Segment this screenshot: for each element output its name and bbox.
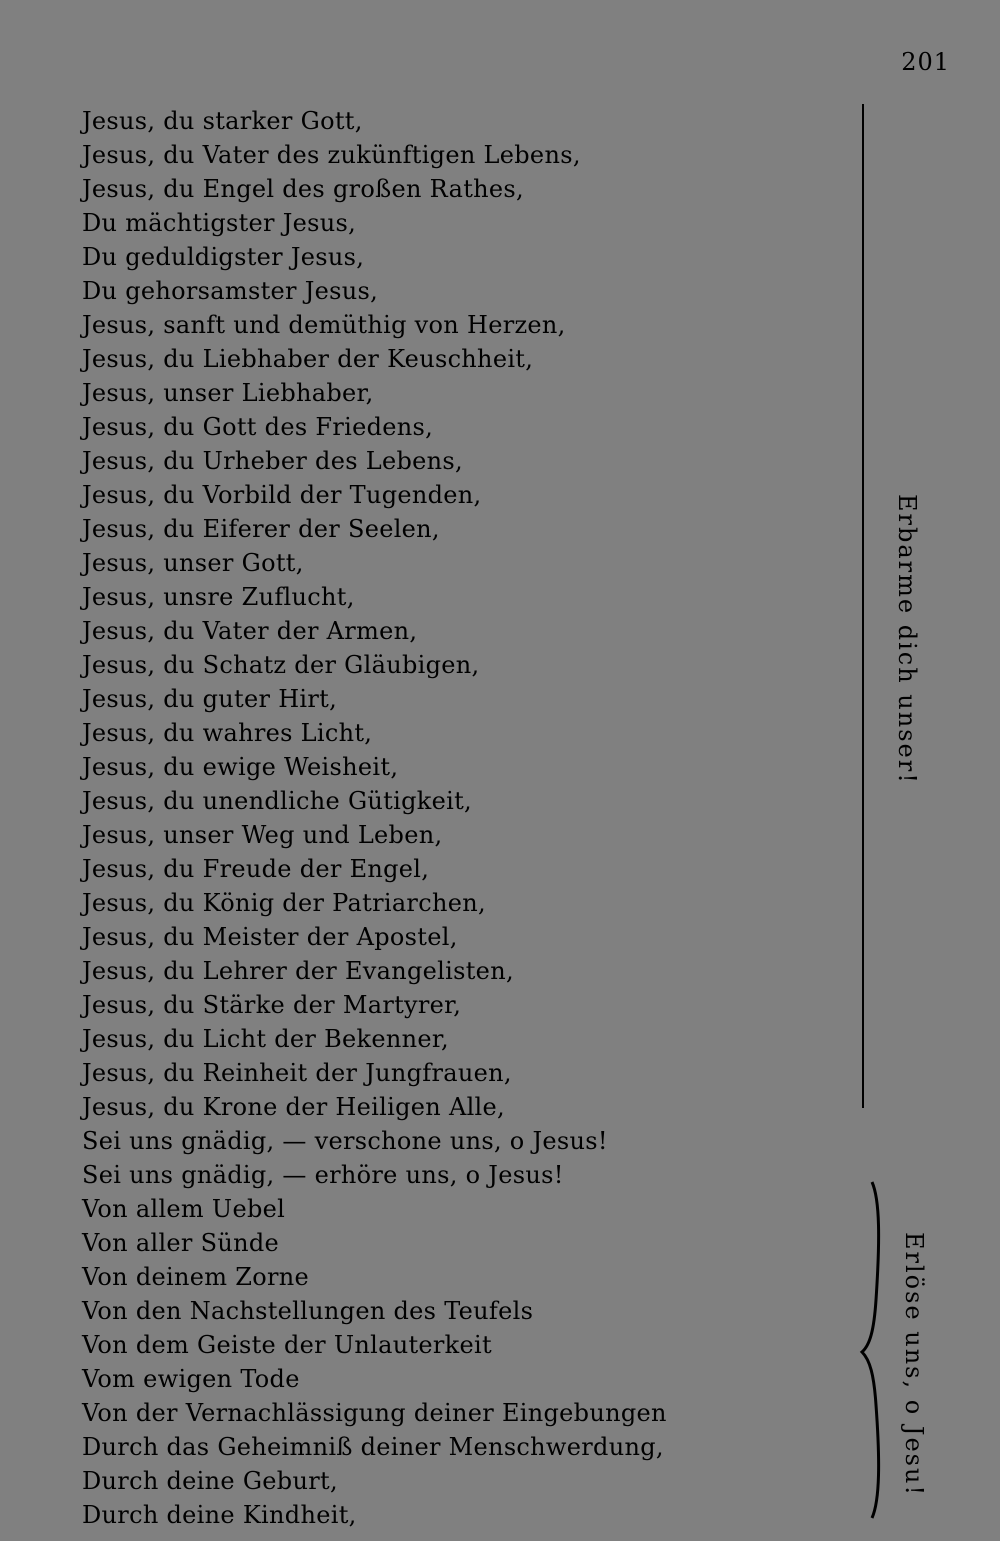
text-line: Du mächtigster Jesus, xyxy=(82,209,357,237)
text-line: Jesus, du Schatz der Gläubigen, xyxy=(82,651,480,679)
text-line: Jesus, du Meister der Apostel, xyxy=(82,923,458,951)
text-line: Jesus, du Engel des großen Rathes, xyxy=(82,175,524,203)
bracket-line xyxy=(862,104,864,1108)
text-line: Jesus, unser Weg und Leben, xyxy=(82,821,443,849)
text-line: Von aller Sünde xyxy=(82,1229,280,1257)
text-line: Jesus, du Stärke der Martyrer, xyxy=(82,991,462,1019)
text-line: Du gehorsamster Jesus, xyxy=(82,277,379,305)
text-line: Jesus, du König der Patriarchen, xyxy=(82,889,486,917)
text-line: Du geduldigster Jesus, xyxy=(82,243,365,271)
text-line: Jesus, du unendliche Gütigkeit, xyxy=(82,787,472,815)
text-line: Sei uns gnädig, — erhöre uns, o Jesus! xyxy=(82,1161,564,1189)
text-line: Von den Nachstellungen des Teufels xyxy=(82,1297,534,1325)
text-line: Jesus, unsre Zuflucht, xyxy=(82,583,355,611)
text-line: Jesus, du guter Hirt, xyxy=(82,685,338,713)
text-line: Jesus, du Liebhaber der Keuschheit, xyxy=(82,345,534,373)
text-line: Jesus, du Lehrer der Evangelisten, xyxy=(82,957,514,985)
text-line: Von deinem Zorne xyxy=(82,1263,310,1291)
text-line: Jesus, du Licht der Bekenner, xyxy=(82,1025,449,1053)
text-line: Jesus, du wahres Licht, xyxy=(82,719,373,747)
text-line: Jesus, du Urheber des Lebens, xyxy=(82,447,463,475)
page-number: 201 xyxy=(901,48,950,76)
text-line: Von dem Geiste der Unlauterkeit xyxy=(82,1331,492,1359)
text-line: Vom ewigen Tode xyxy=(82,1365,300,1393)
text-line: Durch deine Geburt, xyxy=(82,1467,338,1495)
text-line: Jesus, du Vorbild der Tugenden, xyxy=(82,481,482,509)
text-line: Sei uns gnädig, — verschone uns, o Jesus! xyxy=(82,1127,608,1155)
text-line: Jesus, du ewige Weisheit, xyxy=(82,753,399,781)
text-line: Durch deine Kindheit, xyxy=(82,1501,357,1529)
text-line: Durch das Geheimniß deiner Menschwerdung, xyxy=(82,1433,664,1461)
litany-text xyxy=(82,104,842,1532)
text-line: Von der Vernachlässigung deiner Eingebungen xyxy=(82,1399,667,1427)
text-line: Jesus, du Krone der Heiligen Alle, xyxy=(82,1093,505,1121)
text-line: Jesus, du Vater der Armen, xyxy=(82,617,418,645)
text-line: Jesus, du Vater des zukünftigen Lebens, xyxy=(82,141,581,169)
text-line: Jesus, unser Gott, xyxy=(82,549,304,577)
text-line: Jesus, du Freude der Engel, xyxy=(82,855,430,883)
side-label-erbarme: Erbarme dich unser! xyxy=(893,494,921,785)
text-line: Jesus, du starker Gott, xyxy=(82,107,363,135)
text-line: Jesus, sanft und demüthig von Herzen, xyxy=(82,311,566,339)
side-label-erloese: Erlöse uns, o Jesu! xyxy=(900,1232,928,1498)
text-line: Jesus, du Reinheit der Jungfrauen, xyxy=(82,1059,512,1087)
text-line: Jesus, du Eiferer der Seelen, xyxy=(82,515,440,543)
text-line: Von allem Uebel xyxy=(82,1195,286,1223)
text-line: Jesus, unser Liebhaber, xyxy=(82,379,374,407)
brace-bracket xyxy=(858,1180,898,1520)
text-line: Jesus, du Gott des Friedens, xyxy=(82,413,434,441)
